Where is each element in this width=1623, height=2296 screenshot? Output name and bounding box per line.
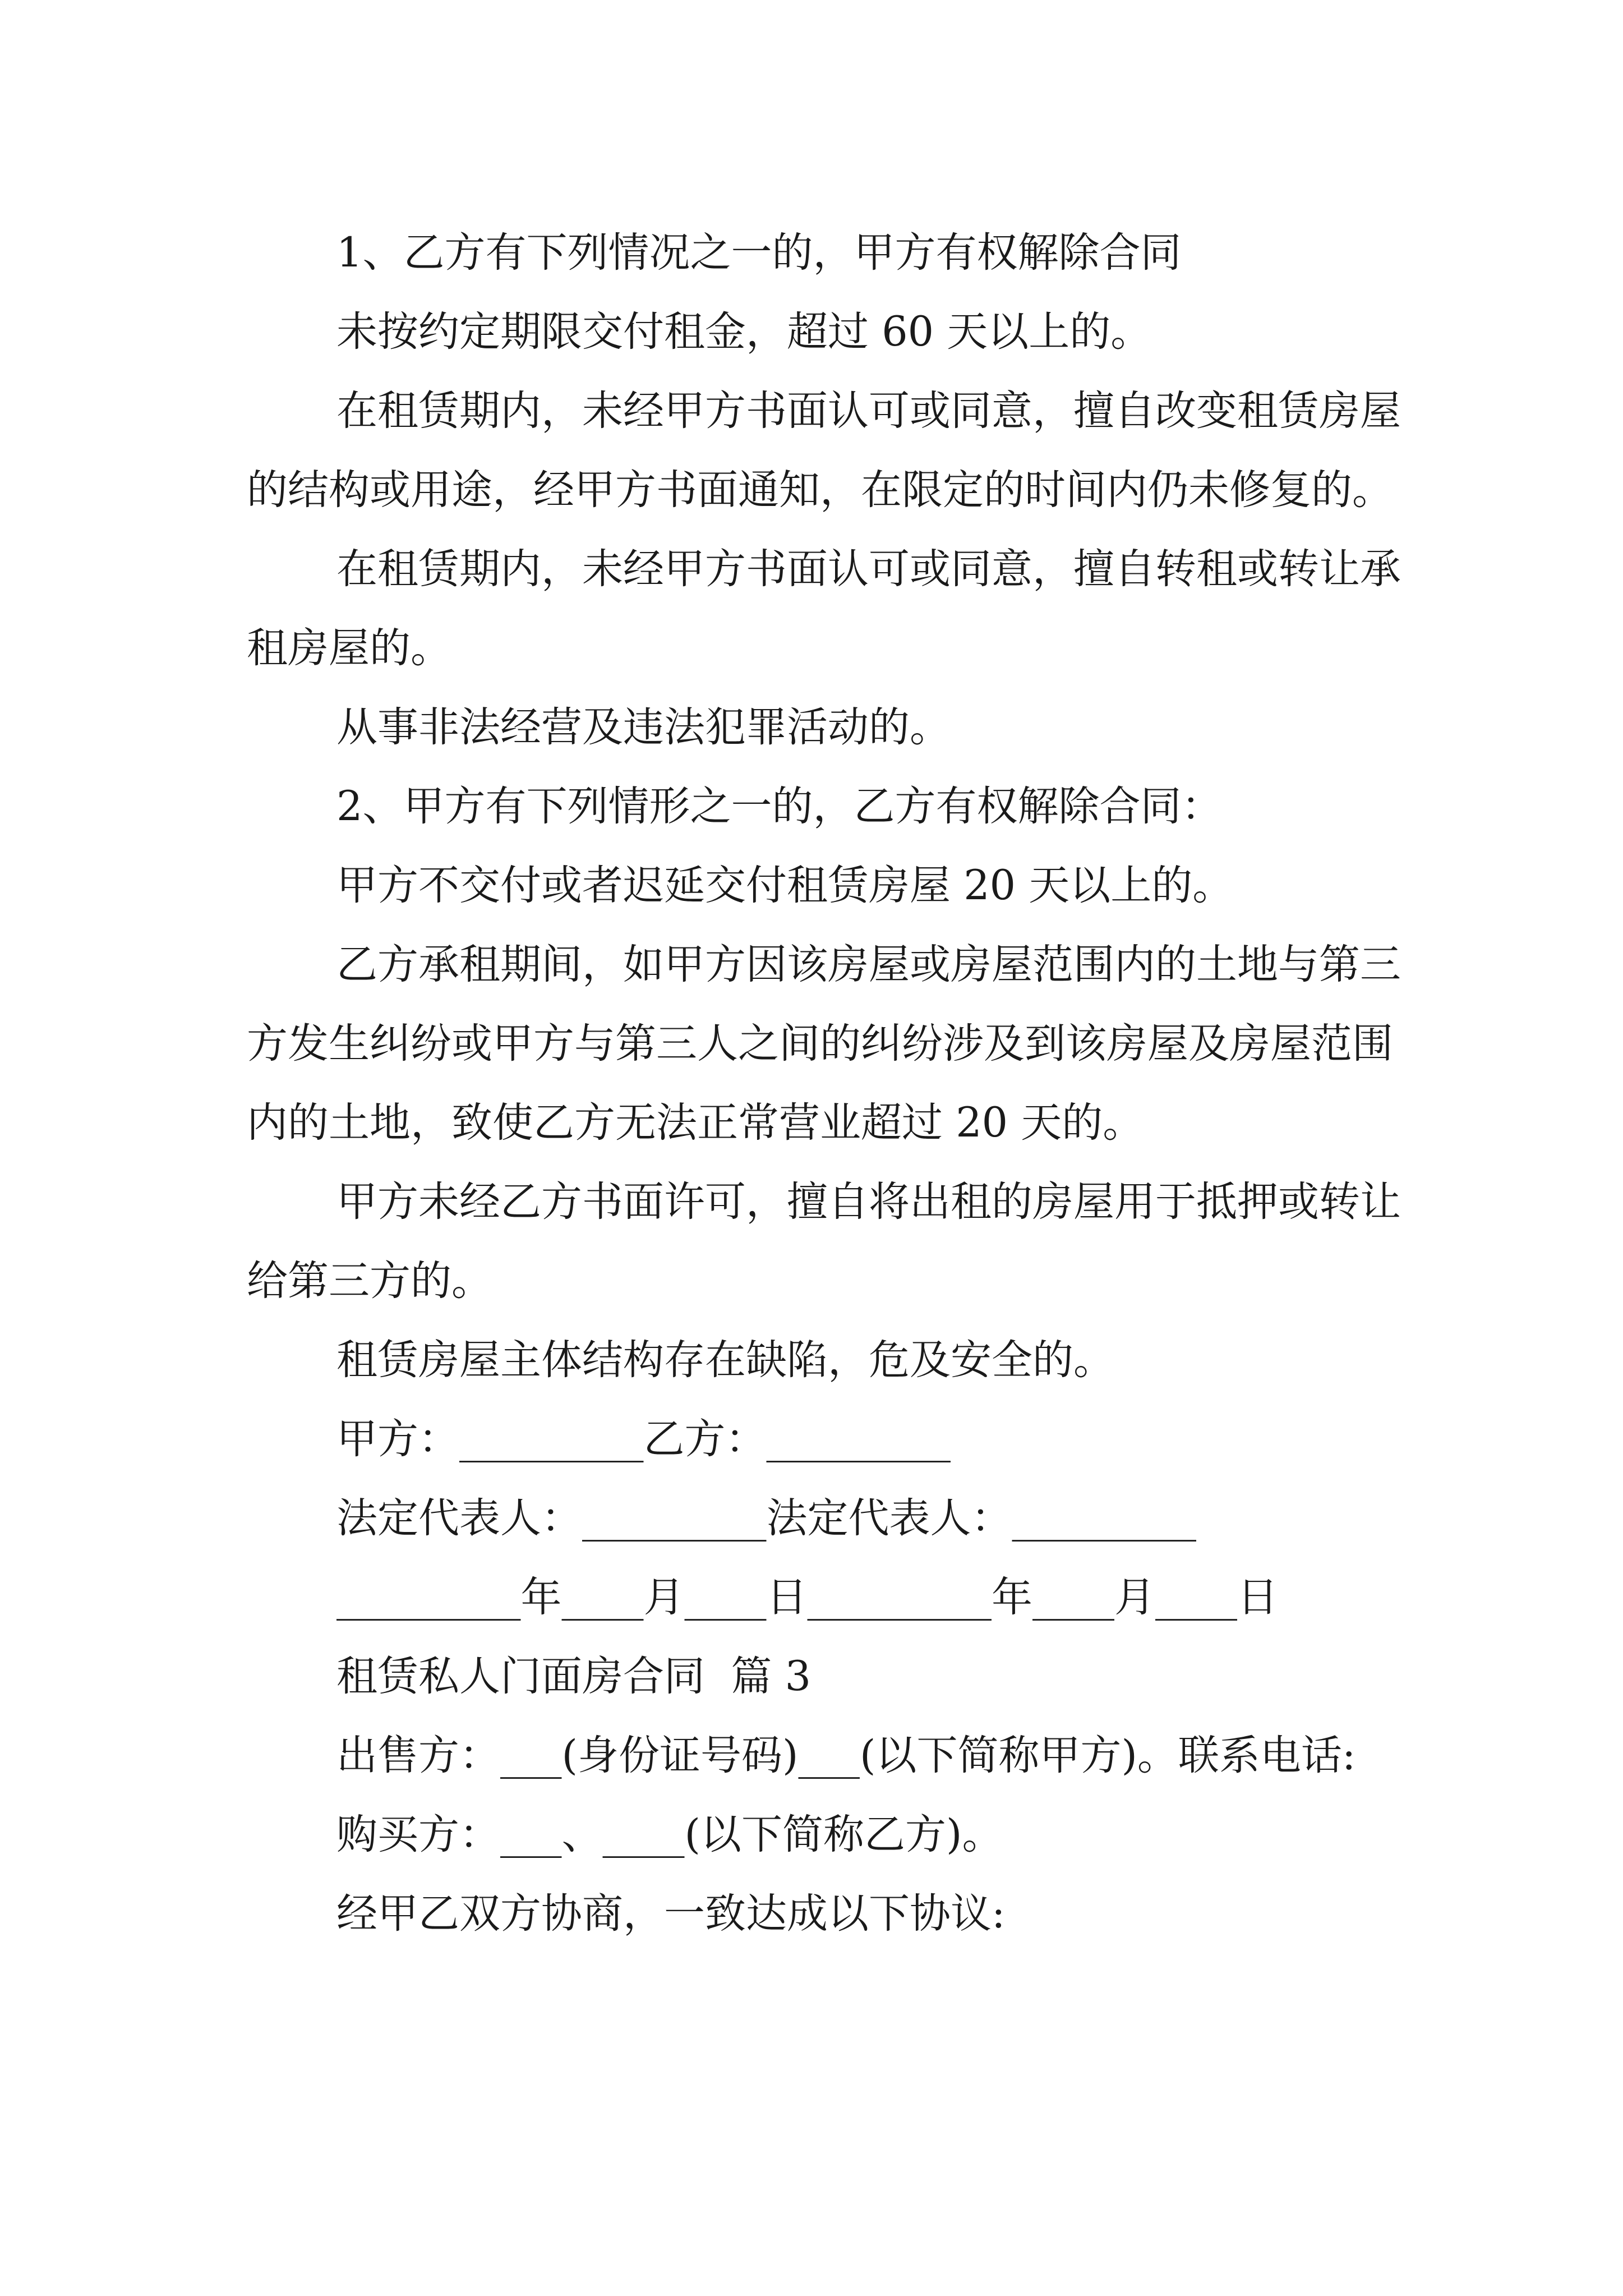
paragraph-item-structure-change: 在租赁期内，未经甲方书面认可或同意，擅自改变租赁房屋的结构或用途，经甲方书面通知，在限定的时间内仍未修复的。 bbox=[247, 387, 1401, 514]
signature-date-line: _________年____月____日_________年____月____日 bbox=[336, 1573, 1278, 1621]
paragraph-agreement-intro: 经甲乙双方协商，一致达成以下协议: bbox=[336, 1890, 1006, 1938]
paragraph-item-sublease: 在租赁期内，未经甲方书面认可或同意，擅自转租或转让承租房屋的。 bbox=[247, 545, 1401, 672]
document-body bbox=[247, 213, 1413, 1953]
paragraph-item-dispute: 乙方承租期间，如甲方因该房屋或房屋范围内的土地与第三方发生纠纷或甲方与第三人之间的纠纷涉及到该房屋及房屋范围内的土地，致使乙方无法正常营业超过 20 天的。 bbox=[247, 941, 1401, 1147]
paragraph-seller-info: 出售方：___(身份证号码)___(以下简称甲方)。联系电话: bbox=[336, 1732, 1356, 1779]
paragraph-item-illegal-activity: 从事非法经营及违法犯罪活动的。 bbox=[336, 703, 951, 751]
signature-parties-line: 甲方：_________乙方：_________ bbox=[336, 1415, 951, 1463]
paragraph-item-structural-defect: 租赁房屋主体结构存在缺陷，危及安全的。 bbox=[336, 1336, 1114, 1384]
paragraph-buyer-info: 购买方：___、____(以下简称乙方)。 bbox=[336, 1811, 1003, 1858]
paragraph-item-mortgage: 甲方未经乙方书面许可，擅自将出租的房屋用于抵押或转让给第三方的。 bbox=[247, 1178, 1401, 1305]
signature-representatives-line: 法定代表人：_________法定代表人：_________ bbox=[336, 1494, 1196, 1542]
paragraph-clause-1: 1、乙方有下列情况之一的，甲方有权解除合同 bbox=[336, 229, 1182, 277]
section-title-contract-3: 租赁私人门面房合同 篇 3 bbox=[336, 1653, 811, 1700]
paragraph-item-late-delivery: 甲方不交付或者迟延交付租赁房屋 20 天以上的。 bbox=[336, 862, 1234, 909]
paragraph-item-rent-overdue: 未按约定期限交付租金，超过 60 天以上的。 bbox=[336, 308, 1152, 356]
paragraph-clause-2: 2、甲方有下列情形之一的，乙方有权解除合同： bbox=[336, 783, 1223, 830]
